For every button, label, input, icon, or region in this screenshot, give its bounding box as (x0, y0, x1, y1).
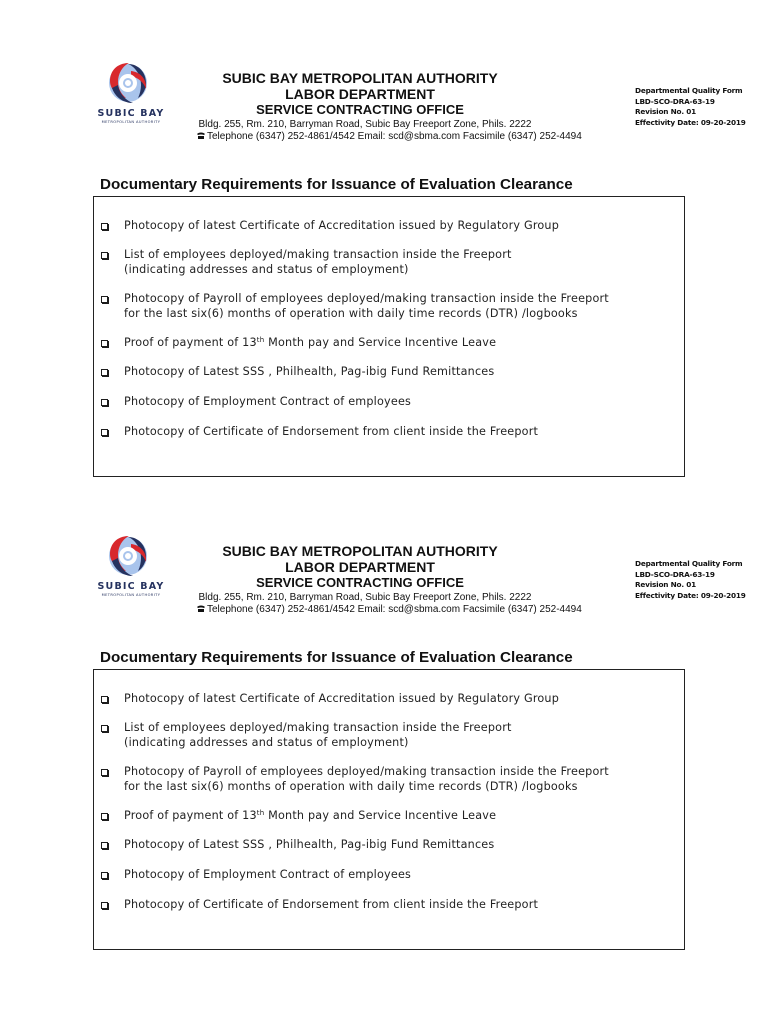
checkbox-bullet-icon (101, 813, 108, 820)
requirement-line: for the last six(6) months of operation with daily time records (DTR) /logbooks (124, 306, 578, 320)
logo-rings-icon (94, 531, 168, 581)
checkbox-bullet-icon (101, 842, 108, 849)
contact-text: Telephone (6347) 252-4861/4542 Email: scd@sbma.com Facsimile (6347) 252-4494 (207, 131, 582, 142)
office-name: SERVICE CONTRACTING OFFICE (256, 102, 464, 117)
quality-effectivity: Effectivity Date: 09-20-2019 (635, 117, 746, 127)
telephone-icon (196, 604, 206, 613)
agency-name: SUBIC BAY METROPOLITAN AUTHORITY (222, 543, 498, 559)
logo-wordmark: SUBIC BAY (97, 581, 165, 592)
checkbox-bullet-icon (101, 369, 108, 376)
sbma-logo (94, 531, 168, 603)
requirement-line: Photocopy of latest Certificate of Accreditation issued by Regulatory Group (124, 692, 560, 705)
quality-form-code: LBD-SCO-DRA-63-19 (635, 569, 715, 579)
requirement-line: Photocopy of Payroll of employees deployed/making transaction inside the Freeport (124, 292, 609, 305)
requirement-text (124, 219, 684, 234)
requirement-text (124, 248, 684, 277)
requirement-text (124, 336, 684, 352)
requirement-line: Photocopy of Employment Contract of employees (124, 868, 412, 881)
checkbox-bullet-icon (101, 223, 108, 230)
requirement-line-start: Proof of payment of 13 (124, 336, 257, 349)
requirement-line: Photocopy of Latest SSS , Philhealth, Pag-ibig Fund Remittances (124, 838, 495, 851)
department-name: LABOR DEPARTMENT (285, 559, 435, 575)
requirement-line: (indicating addresses and status of employment) (124, 735, 409, 749)
requirement-text (124, 692, 684, 707)
requirement-line: Photocopy of latest Certificate of Accreditation issued by Regulatory Group (124, 219, 560, 232)
logo-rings-icon (94, 58, 168, 108)
quality-form-label: Departmental Quality Form (635, 559, 743, 568)
requirement-line-start: Proof of payment of 13 (124, 809, 257, 822)
requirement-line: List of employees deployed/making transaction inside the Freeport (124, 721, 512, 734)
requirement-line-end: Month pay and Service Incentive Leave (264, 809, 497, 822)
requirement-line: Photocopy of Payroll of employees deployed/making transaction inside the Freeport (124, 765, 609, 778)
quality-effectivity: Effectivity Date: 09-20-2019 (635, 590, 746, 600)
requirement-line: (indicating addresses and status of employment) (124, 262, 409, 276)
quality-revision: Revision No. 01 (635, 107, 697, 116)
contact-line (196, 131, 616, 143)
checkbox-bullet-icon (101, 902, 108, 909)
requirement-line-end: Month pay and Service Incentive Leave (264, 336, 497, 349)
logo-subtitle: METROPOLITAN AUTHORITY (101, 593, 161, 597)
office-address: Bldg. 255, Rm. 210, Barryman Road, Subic Bay Freeport Zone, Phils. 2222 (198, 592, 532, 603)
checkbox-bullet-icon (101, 725, 108, 732)
agency-name: SUBIC BAY METROPOLITAN AUTHORITY (222, 70, 498, 86)
requirement-text (124, 765, 684, 794)
quality-form-code: LBD-SCO-DRA-63-19 (635, 96, 715, 106)
sbma-logo (94, 58, 168, 130)
requirement-text (124, 898, 684, 913)
logo-wordmark: SUBIC BAY (97, 108, 165, 119)
quality-revision: Revision No. 01 (635, 580, 697, 589)
form-copy-2 (0, 473, 768, 943)
requirement-line: List of employees deployed/making transaction inside the Freeport (124, 248, 512, 261)
requirement-line (124, 809, 684, 825)
telephone-icon (196, 131, 206, 140)
quality-form-info (635, 86, 760, 128)
checkbox-bullet-icon (101, 872, 108, 879)
requirement-line: Photocopy of Certificate of Endorsement from client inside the Freeport (124, 898, 539, 911)
requirement-line: Photocopy of Employment Contract of employees (124, 395, 412, 408)
requirement-text (124, 395, 684, 410)
requirement-text (124, 809, 684, 825)
requirement-line: Photocopy of Latest SSS , Philhealth, Pag-ibig Fund Remittances (124, 365, 495, 378)
checkbox-bullet-icon (101, 696, 108, 703)
department-name: LABOR DEPARTMENT (285, 86, 435, 102)
requirements-box (93, 669, 685, 950)
checkbox-bullet-icon (101, 252, 108, 259)
logo-subtitle: METROPOLITAN AUTHORITY (101, 120, 161, 124)
checkbox-bullet-icon (101, 429, 108, 436)
requirements-box (93, 196, 685, 477)
requirement-text (124, 868, 684, 883)
quality-form-info (635, 559, 760, 601)
requirement-line: for the last six(6) months of operation with daily time records (DTR) /logbooks (124, 779, 578, 793)
document-title: Documentary Requirements for Issuance of Evaluation Clearance (100, 649, 573, 666)
quality-form-label: Departmental Quality Form (635, 86, 743, 95)
office-name: SERVICE CONTRACTING OFFICE (256, 575, 464, 590)
office-address: Bldg. 255, Rm. 210, Barryman Road, Subic Bay Freeport Zone, Phils. 2222 (198, 119, 532, 130)
checkbox-bullet-icon (101, 296, 108, 303)
requirement-line (124, 336, 684, 352)
document-title: Documentary Requirements for Issuance of Evaluation Clearance (100, 176, 573, 193)
requirement-text (124, 292, 684, 321)
checkbox-bullet-icon (101, 399, 108, 406)
requirement-text (124, 721, 684, 750)
superscript-th: th (256, 336, 265, 344)
requirement-line: Photocopy of Certificate of Endorsement from client inside the Freeport (124, 425, 539, 438)
requirement-text (124, 425, 684, 440)
form-copy-1 (0, 0, 768, 470)
contact-text: Telephone (6347) 252-4861/4542 Email: scd@sbma.com Facsimile (6347) 252-4494 (207, 604, 582, 615)
checkbox-bullet-icon (101, 340, 108, 347)
requirement-text (124, 838, 684, 853)
checkbox-bullet-icon (101, 769, 108, 776)
superscript-th: th (256, 809, 265, 817)
contact-line (196, 604, 616, 616)
requirement-text (124, 365, 684, 380)
